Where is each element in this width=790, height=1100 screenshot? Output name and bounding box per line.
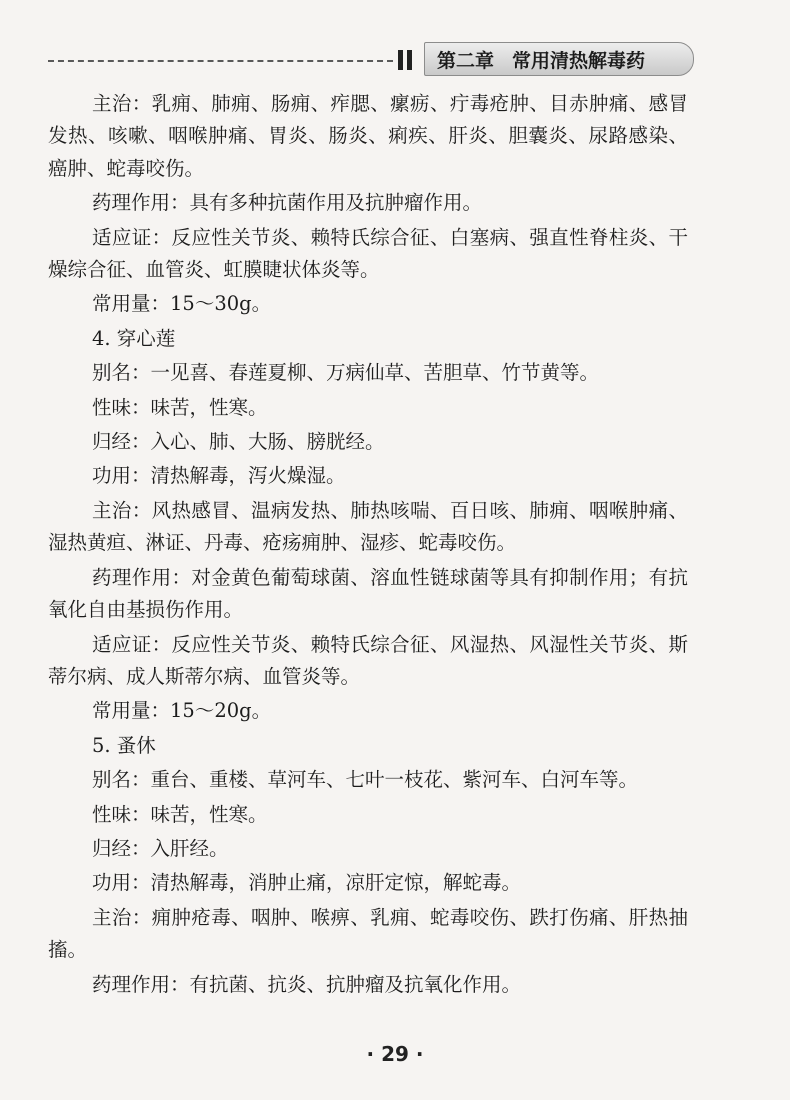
header-dashed-rule: [48, 60, 393, 62]
paragraph-function: 功用：清热解毒，泻火燥湿。: [92, 464, 346, 488]
paragraph-dosage: 常用量：15～20g。: [92, 699, 272, 723]
chapter-title: 常用清热解毒药: [512, 49, 646, 72]
paragraph-main-indications: 主治：风热感冒、温病发热、肺热咳喘、百日咳、肺痈、咽喉肿痛、湿热黄疸、淋证、丹毒、疮疡痈肿、湿疹、蛇毒咬伤。: [48, 498, 688, 555]
paragraph-dosage: 常用量：15～30g。: [92, 292, 272, 316]
paragraph-pharmacology: 药理作用：对金黄色葡萄球菌、溶血性链球菌等具有抑制作用；有抗氧化自由基损伤作用。: [48, 565, 688, 622]
paragraph-main-indications: 主治：乳痈、肺痈、肠痈、痄腮、瘰疬、疔毒疮肿、目赤肿痛、感冒发热、咳嗽、咽喉肿痛、胃炎、肠炎、痢疾、肝炎、胆囊炎、尿路感染、癌肿、蛇毒咬伤。: [48, 92, 688, 180]
header-bars-icon: [398, 50, 414, 70]
chapter-tab: [424, 42, 694, 76]
paragraph-alias: 别名：重台、重楼、草河车、七叶一枝花、紫河车、白河车等。: [92, 768, 639, 792]
paragraph-main-indications: 主治：痈肿疮毒、咽肿、喉痹、乳痈、蛇毒咬伤、跌打伤痛、肝热抽搐。: [48, 905, 688, 962]
paragraph-meridian: 归经：入心、肺、大肠、膀胱经。: [92, 430, 385, 454]
page-body: [48, 88, 688, 1001]
section-heading-andrographis: 4. 穿心莲: [92, 326, 176, 350]
paragraph-nature-taste: 性味：味苦，性寒。: [92, 395, 268, 419]
chapter-label: 第二章: [437, 49, 495, 72]
page-number: · 29 ·: [366, 1042, 424, 1066]
paragraph-function: 功用：清热解毒，消肿止痛，凉肝定惊，解蛇毒。: [92, 871, 522, 895]
paragraph-meridian: 归经：入肝经。: [92, 836, 229, 860]
paragraph-indications: 适应证：反应性关节炎、赖特氏综合征、白塞病、强直性脊柱炎、干燥综合征、血管炎、虹膜睫状体炎等。: [48, 225, 688, 282]
section-heading-paris: 5. 蚤休: [92, 733, 156, 757]
paragraph-alias: 别名：一见喜、春莲夏柳、万病仙草、苦胆草、竹节黄等。: [92, 361, 600, 385]
paragraph-indications: 适应证：反应性关节炎、赖特氏综合征、风湿热、风湿性关节炎、斯蒂尔病、成人斯蒂尔病、血管炎等。: [48, 632, 688, 688]
paragraph-pharmacology: 药理作用：具有多种抗菌作用及抗肿瘤作用。: [92, 191, 483, 215]
running-header: [0, 38, 790, 84]
paragraph-nature-taste: 性味：味苦，性寒。: [92, 802, 268, 826]
paragraph-pharmacology: 药理作用：有抗菌、抗炎、抗肿瘤及抗氧化作用。: [92, 972, 522, 996]
